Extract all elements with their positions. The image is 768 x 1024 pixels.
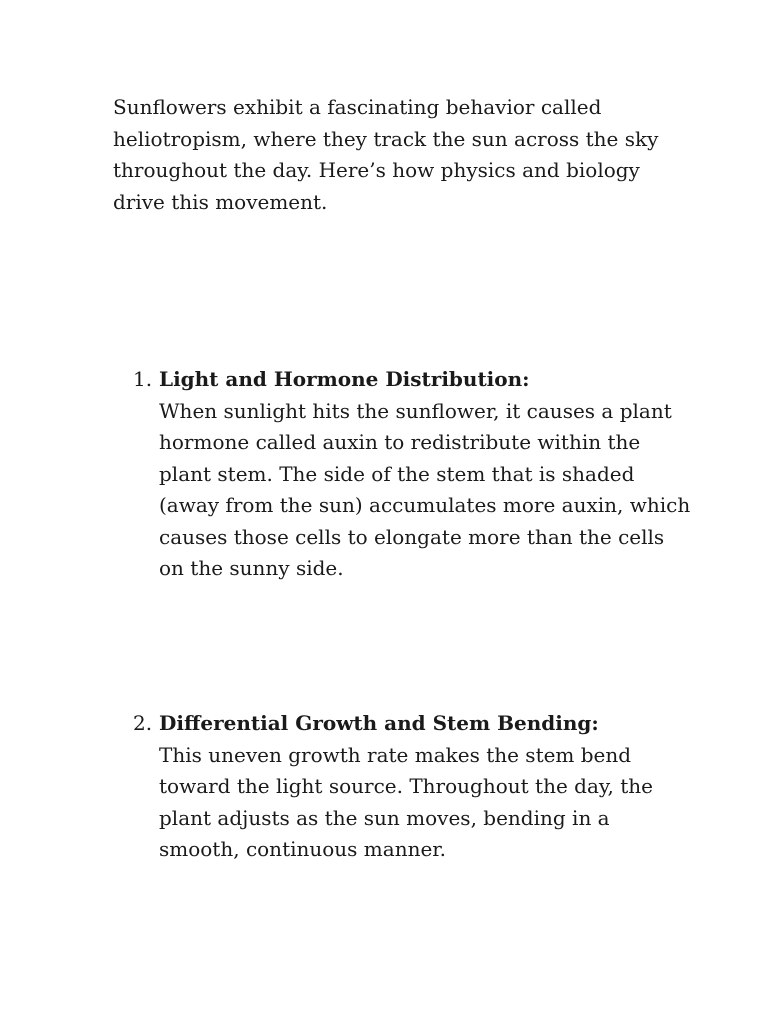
list-item-title: Differential Growth and Stem Bending: bbox=[159, 711, 599, 735]
list-item-number: 2. bbox=[133, 711, 153, 735]
list-item-title: Light and Hormone Distribution: bbox=[159, 367, 530, 391]
list-item-body: When sunlight hits the sunflower, it causes a plant hormone called auxin to redistribute within the plant stem. The side of the stem that is shaded (away from the sun) accumulates more auxin, which causes those cells to elongate more than the cells on the sunny side. bbox=[159, 398, 691, 580]
list-item bbox=[133, 364, 693, 585]
list-item-body: This uneven growth rate makes the stem bend toward the light source. Throughout the day, the plant adjusts as the sun moves, bending in a smooth, continuous manner. bbox=[159, 742, 653, 861]
list-item bbox=[133, 708, 693, 866]
intro-paragraph: Sunflowers exhibit a fascinating behavior called heliotropism, where they track the sun across the sky throughout the day. Here’s how physics and biology drive this movement. bbox=[113, 95, 659, 214]
list-item-number: 1. bbox=[133, 367, 153, 391]
list-item-heading bbox=[133, 708, 693, 740]
list-item-heading bbox=[133, 364, 693, 396]
